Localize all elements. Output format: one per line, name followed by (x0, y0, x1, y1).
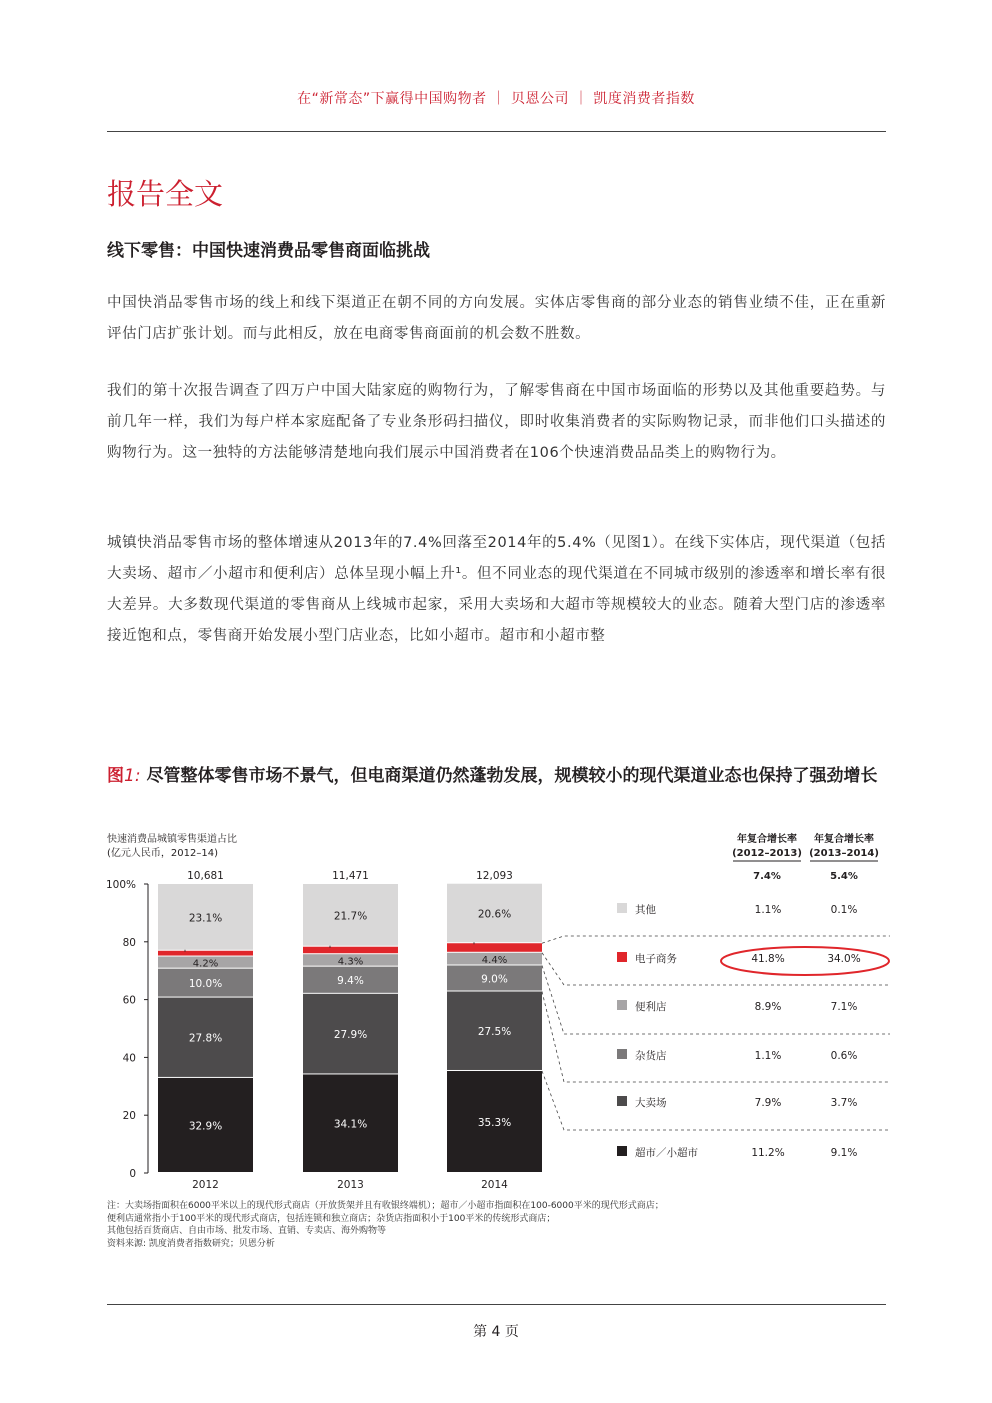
data-label: 32.9% (188, 1120, 223, 1133)
legend-swatch (617, 903, 627, 913)
legend-label: 大卖场 (635, 1097, 667, 1109)
x-tick-label: 2012 (192, 1179, 219, 1188)
cagr-total-1: 7.4% (753, 871, 781, 882)
data-label: 21.7% (333, 910, 368, 923)
figure-number: 1: (124, 766, 141, 786)
legend-swatch (617, 1146, 627, 1156)
note-line: 其他包括百货商店、自由市场、批发市场、直销、专卖店、海外购物等 (107, 1226, 387, 1236)
legend-separator (542, 965, 890, 1034)
data-label: 23.1% (188, 912, 223, 925)
legend-label: 超市／小超市 (635, 1147, 698, 1159)
y-tick-label: 100% (105, 879, 136, 891)
paragraph-3: 城镇快消品零售市场的整体增速从2013年的7.4%回落至2014年的5.4%（见图1）。在线下实体店，现代渠道（包括大卖场、超市／小超市和便利店）总体呈现小幅上升¹。但不同业态的现代渠道在不同城市级别的渗透率和增长率有很大差异。大多数现代渠道的零售商从上线城市起家，采用大卖场和大超市等规模较大的业态。随着大型门店的渗透率接近饱和点，零售商开始发展小型门店业态，比如小超市。超市和小超市整 (107, 535, 886, 644)
note-line: 资料来源: 凯度消费者指数研究；贝恩分析 (107, 1238, 275, 1249)
page-number: 第 4 页 (473, 1324, 519, 1340)
data-label: 35.3% (477, 1116, 512, 1129)
cagr-value-2012-2013: 8.9% (754, 1001, 782, 1013)
data-label: 9.0% (481, 973, 508, 986)
cagr-value-2013-2014: 9.1% (830, 1147, 858, 1159)
y-tick-label: 80 (122, 936, 136, 949)
data-label: 20.6% (477, 908, 512, 921)
legend-label: 电子商务 (635, 953, 677, 965)
data-label: 4.4% (481, 955, 508, 967)
note-line: 注：大卖场指面积在6000平米以上的现代形式商店（开放货架并且有收银终端机）；超市／小超市指面积在100-6000平米的现代形式商店； (107, 1201, 664, 1211)
legend-label: 其他 (635, 904, 656, 916)
bar-total-label: 10,681 (187, 870, 224, 882)
data-label: 10.0% (188, 978, 223, 991)
cagr-value-2013-2014: 7.1% (830, 1001, 858, 1013)
bar-total-label: 12,093 (476, 870, 513, 882)
legend-separator (542, 936, 890, 943)
data-label: 4.2% (192, 958, 219, 970)
chart-subtitle-1: 快速消费品城镇零售渠道占比 (107, 834, 237, 845)
chart-subtitle-2: (亿元人民币，2012–14) (107, 848, 218, 859)
cagr-value-2012-2013: 1.1% (754, 904, 782, 916)
data-label: 9.4% (337, 975, 364, 988)
figure-label: 图 (107, 766, 124, 786)
bar-segment (447, 943, 542, 952)
y-tick-label: 20 (122, 1110, 136, 1123)
channel-share-chart (100, 828, 890, 1192)
data-label: 4.3% (337, 956, 364, 968)
legend-swatch (617, 1049, 627, 1059)
data-label: 27.9% (333, 1029, 368, 1042)
legend-swatch (617, 1000, 627, 1010)
subheading: 线下零售：中国快速消费品零售商面临挑战 (107, 241, 430, 261)
cagr-value-2013-2014: 34.0% (827, 953, 861, 965)
figure-notes (107, 1200, 886, 1250)
legend-label: 杂货店 (635, 1050, 667, 1062)
cagr-value-2012-2013: 11.2% (751, 1147, 785, 1159)
data-label: 27.8% (188, 1032, 223, 1045)
cagr-value-2012-2013: 7.9% (754, 1097, 782, 1109)
y-tick-label: 0 (129, 1168, 136, 1180)
cagr-value-2012-2013: 1.1% (754, 1050, 782, 1062)
running-header: 在“新常态”下赢得中国购物者 ｜ 贝恩公司 ｜ 凯度消费者指数 (297, 91, 695, 107)
x-tick-label: 2014 (481, 1179, 508, 1188)
bar-segment (158, 951, 253, 956)
cagr-period-1: (2012–2013) (732, 848, 802, 859)
cagr-value-2013-2014: 0.1% (830, 904, 858, 916)
x-tick-label: 2013 (337, 1179, 364, 1188)
cagr-total-2: 5.4% (830, 871, 858, 882)
figure-title-text: 尽管整体零售市场不景气，但电商渠道仍然蓬勃发展，规模较小的现代渠道业态也保持了强劲增长 (146, 766, 878, 786)
header-rule (107, 131, 886, 132)
cagr-value-2013-2014: 0.6% (830, 1050, 858, 1062)
data-label: 27.5% (477, 1026, 512, 1039)
ecommerce-highlight-circle (721, 947, 889, 975)
note-line: 便利店通常指小于100平米的现代形式商店，包括连锁和独立商店；杂货店指面积小于100平米的传统形式商店； (107, 1213, 556, 1224)
legend-swatch (617, 952, 627, 962)
paragraph-2: 我们的第十次报告调查了四万户中国大陆家庭的购物行为，了解零售商在中国市场面临的形势以及其他重要趋势。与前几年一样，我们为每户样本家庭配备了专业条形码扫描仪，即时收集消费者的实际购物记录，而非他们口头描述的购物行为。这一独特的方法能够清楚地向我们展示中国消费者在106个快速消费品品类上的购物行为。 (107, 383, 886, 461)
footer-rule (107, 1304, 886, 1305)
cagr-header-2: 年复合增长率 (814, 834, 874, 845)
cagr-header-1: 年复合增长率 (737, 834, 797, 845)
legend-label: 便利店 (635, 1001, 667, 1013)
cagr-value-2012-2013: 41.8% (751, 953, 785, 965)
cagr-value-2013-2014: 3.7% (830, 1097, 858, 1109)
chart-svg (100, 828, 890, 1188)
paragraph-1: 中国快消品零售市场的线上和线下渠道正在朝不同的方向发展。实体店零售商的部分业态的销售业绩不佳，正在重新评估门店扩张计划。而与此相反，放在电商零售商面前的机会数不胜数。 (107, 295, 886, 342)
data-label: 34.1% (333, 1118, 368, 1131)
section-title: 报告全文 (107, 177, 224, 211)
figure-title (107, 763, 886, 790)
y-tick-label: 60 (122, 994, 136, 1007)
y-tick-label: 40 (122, 1052, 136, 1065)
bar-segment (303, 947, 398, 954)
legend-swatch (617, 1096, 627, 1106)
bar-total-label: 11,471 (332, 870, 369, 882)
cagr-period-2: (2013–2014) (809, 848, 879, 859)
